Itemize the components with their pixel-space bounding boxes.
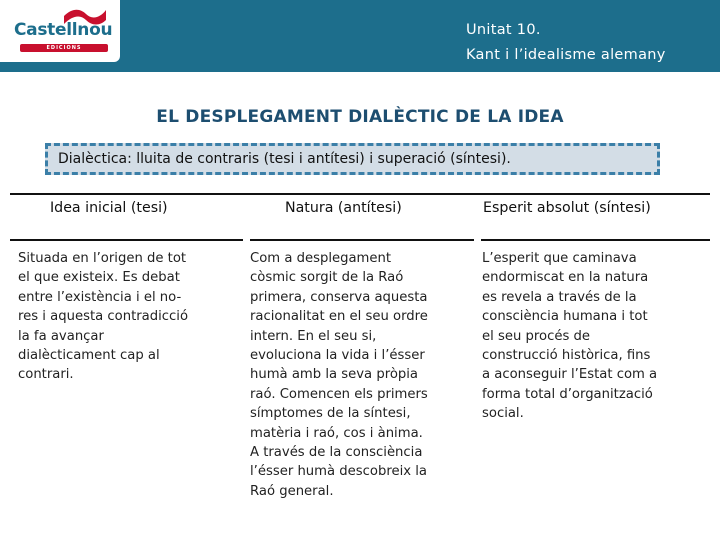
text-line: símptomes de la síntesi, — [250, 406, 411, 422]
text-line: Com a desplegament — [250, 251, 392, 266]
definition-box: Dialèctica: lluita de contraris (tesi i antítesi) i superació (síntesi). — [45, 143, 660, 175]
unit-heading — [466, 18, 716, 68]
heading-rule-1 — [10, 239, 243, 241]
text-line: el seu procés de — [482, 328, 590, 344]
text-line: racionalitat en el seu ordre — [250, 309, 428, 325]
text-line: la fa avançar — [18, 328, 104, 344]
text-line: raó. Comencen els primers — [250, 386, 428, 402]
text-line: Raó general. — [250, 483, 334, 499]
text-line: es revela a través de la — [482, 289, 637, 305]
text-line: res i aquesta contradicció — [18, 309, 189, 325]
text-line: construcció històrica, fins — [482, 348, 651, 364]
column-heading-synthesis: Esperit absolut (síntesi) — [483, 200, 651, 216]
column-body-synthesis — [482, 249, 702, 424]
text-line: entre l’existència i el no- — [18, 289, 182, 305]
header-band — [0, 0, 720, 72]
heading-rule-3 — [481, 239, 710, 241]
text-line: a aconseguir l’Estat com a — [482, 367, 658, 383]
unit-title: Kant i l’idealisme alemany — [466, 47, 666, 63]
column-heading-thesis: Idea inicial (tesi) — [50, 200, 168, 216]
text-line: humà amb la seva pròpia — [250, 367, 419, 383]
text-line: intern. En el seu si, — [250, 328, 377, 344]
column-heading-antithesis: Natura (antítesi) — [285, 200, 402, 216]
text-line: consciència humana i tot — [482, 309, 648, 325]
table-top-rule — [10, 193, 710, 195]
page-title: EL DESPLEGAMENT DIALÈCTIC DE LA IDEA — [156, 107, 564, 127]
text-line: contrari. — [18, 367, 74, 383]
text-line: dialècticament cap al — [18, 348, 160, 364]
column-body-thesis — [18, 249, 244, 385]
heading-rule-2 — [250, 239, 474, 241]
column-body-antithesis — [250, 249, 476, 501]
text-line: social. — [482, 406, 524, 422]
text-line: primera, conserva aquesta — [250, 289, 428, 305]
text-line: A través de la consciència — [250, 445, 423, 461]
text-line: còsmic sorgit de la Raó — [250, 270, 404, 286]
text-line: el que existeix. Es debat — [18, 270, 180, 286]
text-line: evoluciona la vida i l’ésser — [250, 348, 425, 364]
logo-subtext: EDICIONS — [46, 45, 82, 51]
publisher-logo — [0, 0, 120, 62]
unit-number: Unitat 10. — [466, 22, 541, 38]
text-line: l’ésser humà descobreix la — [250, 464, 427, 480]
text-line: forma total d’organització — [482, 386, 653, 402]
text-line: L’esperit que caminava — [482, 251, 637, 266]
text-line: Situada en l’origen de tot — [18, 251, 187, 266]
text-line: matèria i raó, cos i ànima. — [250, 425, 423, 441]
text-line: endormiscat en la natura — [482, 270, 649, 286]
logo-text: Castellnou — [14, 20, 113, 40]
